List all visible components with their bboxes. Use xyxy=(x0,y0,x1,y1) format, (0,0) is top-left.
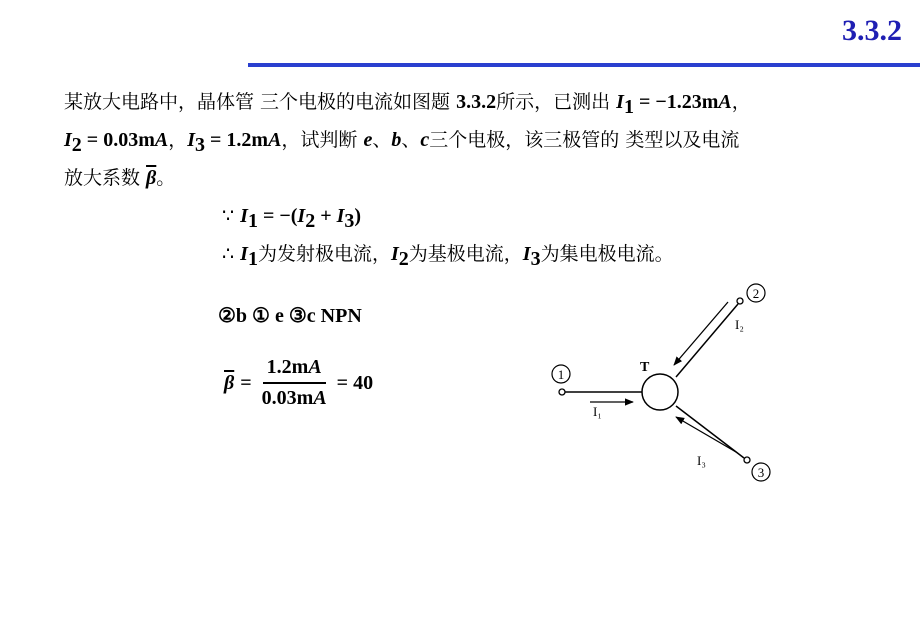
current-subscript: 2 xyxy=(71,133,82,156)
denominator-unit: A xyxy=(313,387,327,409)
problem-text: 放大系数 xyxy=(64,166,147,189)
beta-result: = 40 xyxy=(336,371,374,394)
conclusion-text: 为基极电流， xyxy=(408,242,523,265)
current-subscript: 1 xyxy=(623,95,634,118)
problem-line-3 xyxy=(64,162,904,195)
because-symbol: ∵ xyxy=(222,205,241,227)
equation-part: = −( xyxy=(257,205,298,227)
figure-ref: 3.3.2 xyxy=(456,91,497,113)
problem-text: 所示，已测出 xyxy=(496,91,617,113)
current-symbol: I xyxy=(64,128,72,151)
current-unit: A xyxy=(154,128,169,151)
problem-statement xyxy=(64,86,904,195)
arrow-i3 xyxy=(676,417,736,452)
equation-part: ) xyxy=(354,205,362,227)
current-subscript: 3 xyxy=(195,133,206,156)
current-symbol: I xyxy=(297,205,306,227)
punctuation: 。 xyxy=(156,166,176,189)
current-value: = 1.2m xyxy=(205,128,269,151)
answer-line: ②b ① e ③c NPN xyxy=(218,305,362,327)
i1-label: I₁ xyxy=(593,404,602,419)
solution xyxy=(222,200,674,276)
current-value: = 0.03m xyxy=(81,128,155,151)
current-subscript: 2 xyxy=(398,247,409,270)
beta-calculation xyxy=(224,356,373,410)
node-2-number: 2 xyxy=(752,286,760,301)
kcl-equation xyxy=(222,200,674,238)
transistor-diagram xyxy=(540,280,780,490)
current-subscript: 3 xyxy=(530,247,541,270)
beta-fraction xyxy=(258,356,331,410)
fraction-numerator xyxy=(263,356,326,384)
numerator-value: 1.2m xyxy=(266,356,309,378)
current-symbol: I xyxy=(522,242,531,265)
terminal-2 xyxy=(737,298,743,304)
terminal-1 xyxy=(559,389,565,395)
electrode-b: b xyxy=(391,128,402,151)
current-unit: A xyxy=(268,128,282,151)
current-symbol: I xyxy=(240,242,248,265)
i3-label: I₃ xyxy=(697,453,706,468)
punctuation: ， xyxy=(731,91,751,113)
transistor-label: T xyxy=(640,360,650,375)
conclusion xyxy=(222,238,674,276)
node-3-number: 3 xyxy=(757,465,765,480)
conclusion-text: 为集电极电流。 xyxy=(540,242,674,265)
problem-text: ，试判断 xyxy=(281,128,364,151)
beta-symbol: $\overline{\beta}$ xyxy=(224,371,235,394)
arrow-i2 xyxy=(674,302,728,365)
current-symbol: I xyxy=(390,242,399,265)
equation-part: + xyxy=(315,205,337,227)
problem-line-2 xyxy=(64,124,904,162)
i2-label: I₂ xyxy=(735,317,744,332)
current-subscript: 1 xyxy=(247,209,258,232)
current-subscript: 2 xyxy=(305,209,316,232)
electrode-e: e xyxy=(363,128,373,151)
numerator-unit: A xyxy=(308,356,322,378)
denominator-value: 0.03m xyxy=(261,387,314,409)
current-subscript: 1 xyxy=(247,247,258,270)
lead-2 xyxy=(676,304,738,377)
current-unit: A xyxy=(718,91,732,113)
punctuation: 、 xyxy=(372,128,392,151)
problem-line-1 xyxy=(64,86,904,124)
punctuation: ， xyxy=(168,128,188,151)
current-subscript: 3 xyxy=(344,209,355,232)
current-symbol: I xyxy=(616,91,624,113)
therefore-symbol: ∴ xyxy=(222,242,241,265)
punctuation: 、 xyxy=(401,128,421,151)
title-rule xyxy=(248,63,920,67)
conclusion-text: 为发射极电流， xyxy=(257,242,391,265)
problem-text: 三个电极，该三极管的 类型以及电流 xyxy=(429,128,740,151)
slide-number: 3.3.2 xyxy=(842,14,902,47)
current-symbol: I xyxy=(187,128,196,151)
transistor-body xyxy=(642,374,678,410)
current-symbol: I xyxy=(336,205,345,227)
problem-text: 某放大电路中，晶体管 三个电极的电流如图题 xyxy=(64,91,457,113)
fraction-denominator xyxy=(258,384,331,410)
terminal-3 xyxy=(744,457,750,463)
beta-symbol: $\overline{\beta}$ xyxy=(146,166,157,189)
current-value: = −1.23m xyxy=(633,91,719,113)
current-symbol: I xyxy=(240,205,248,227)
electrode-c: c xyxy=(420,128,430,151)
node-1-number: 1 xyxy=(557,367,565,382)
equals-sign: = xyxy=(240,371,252,394)
